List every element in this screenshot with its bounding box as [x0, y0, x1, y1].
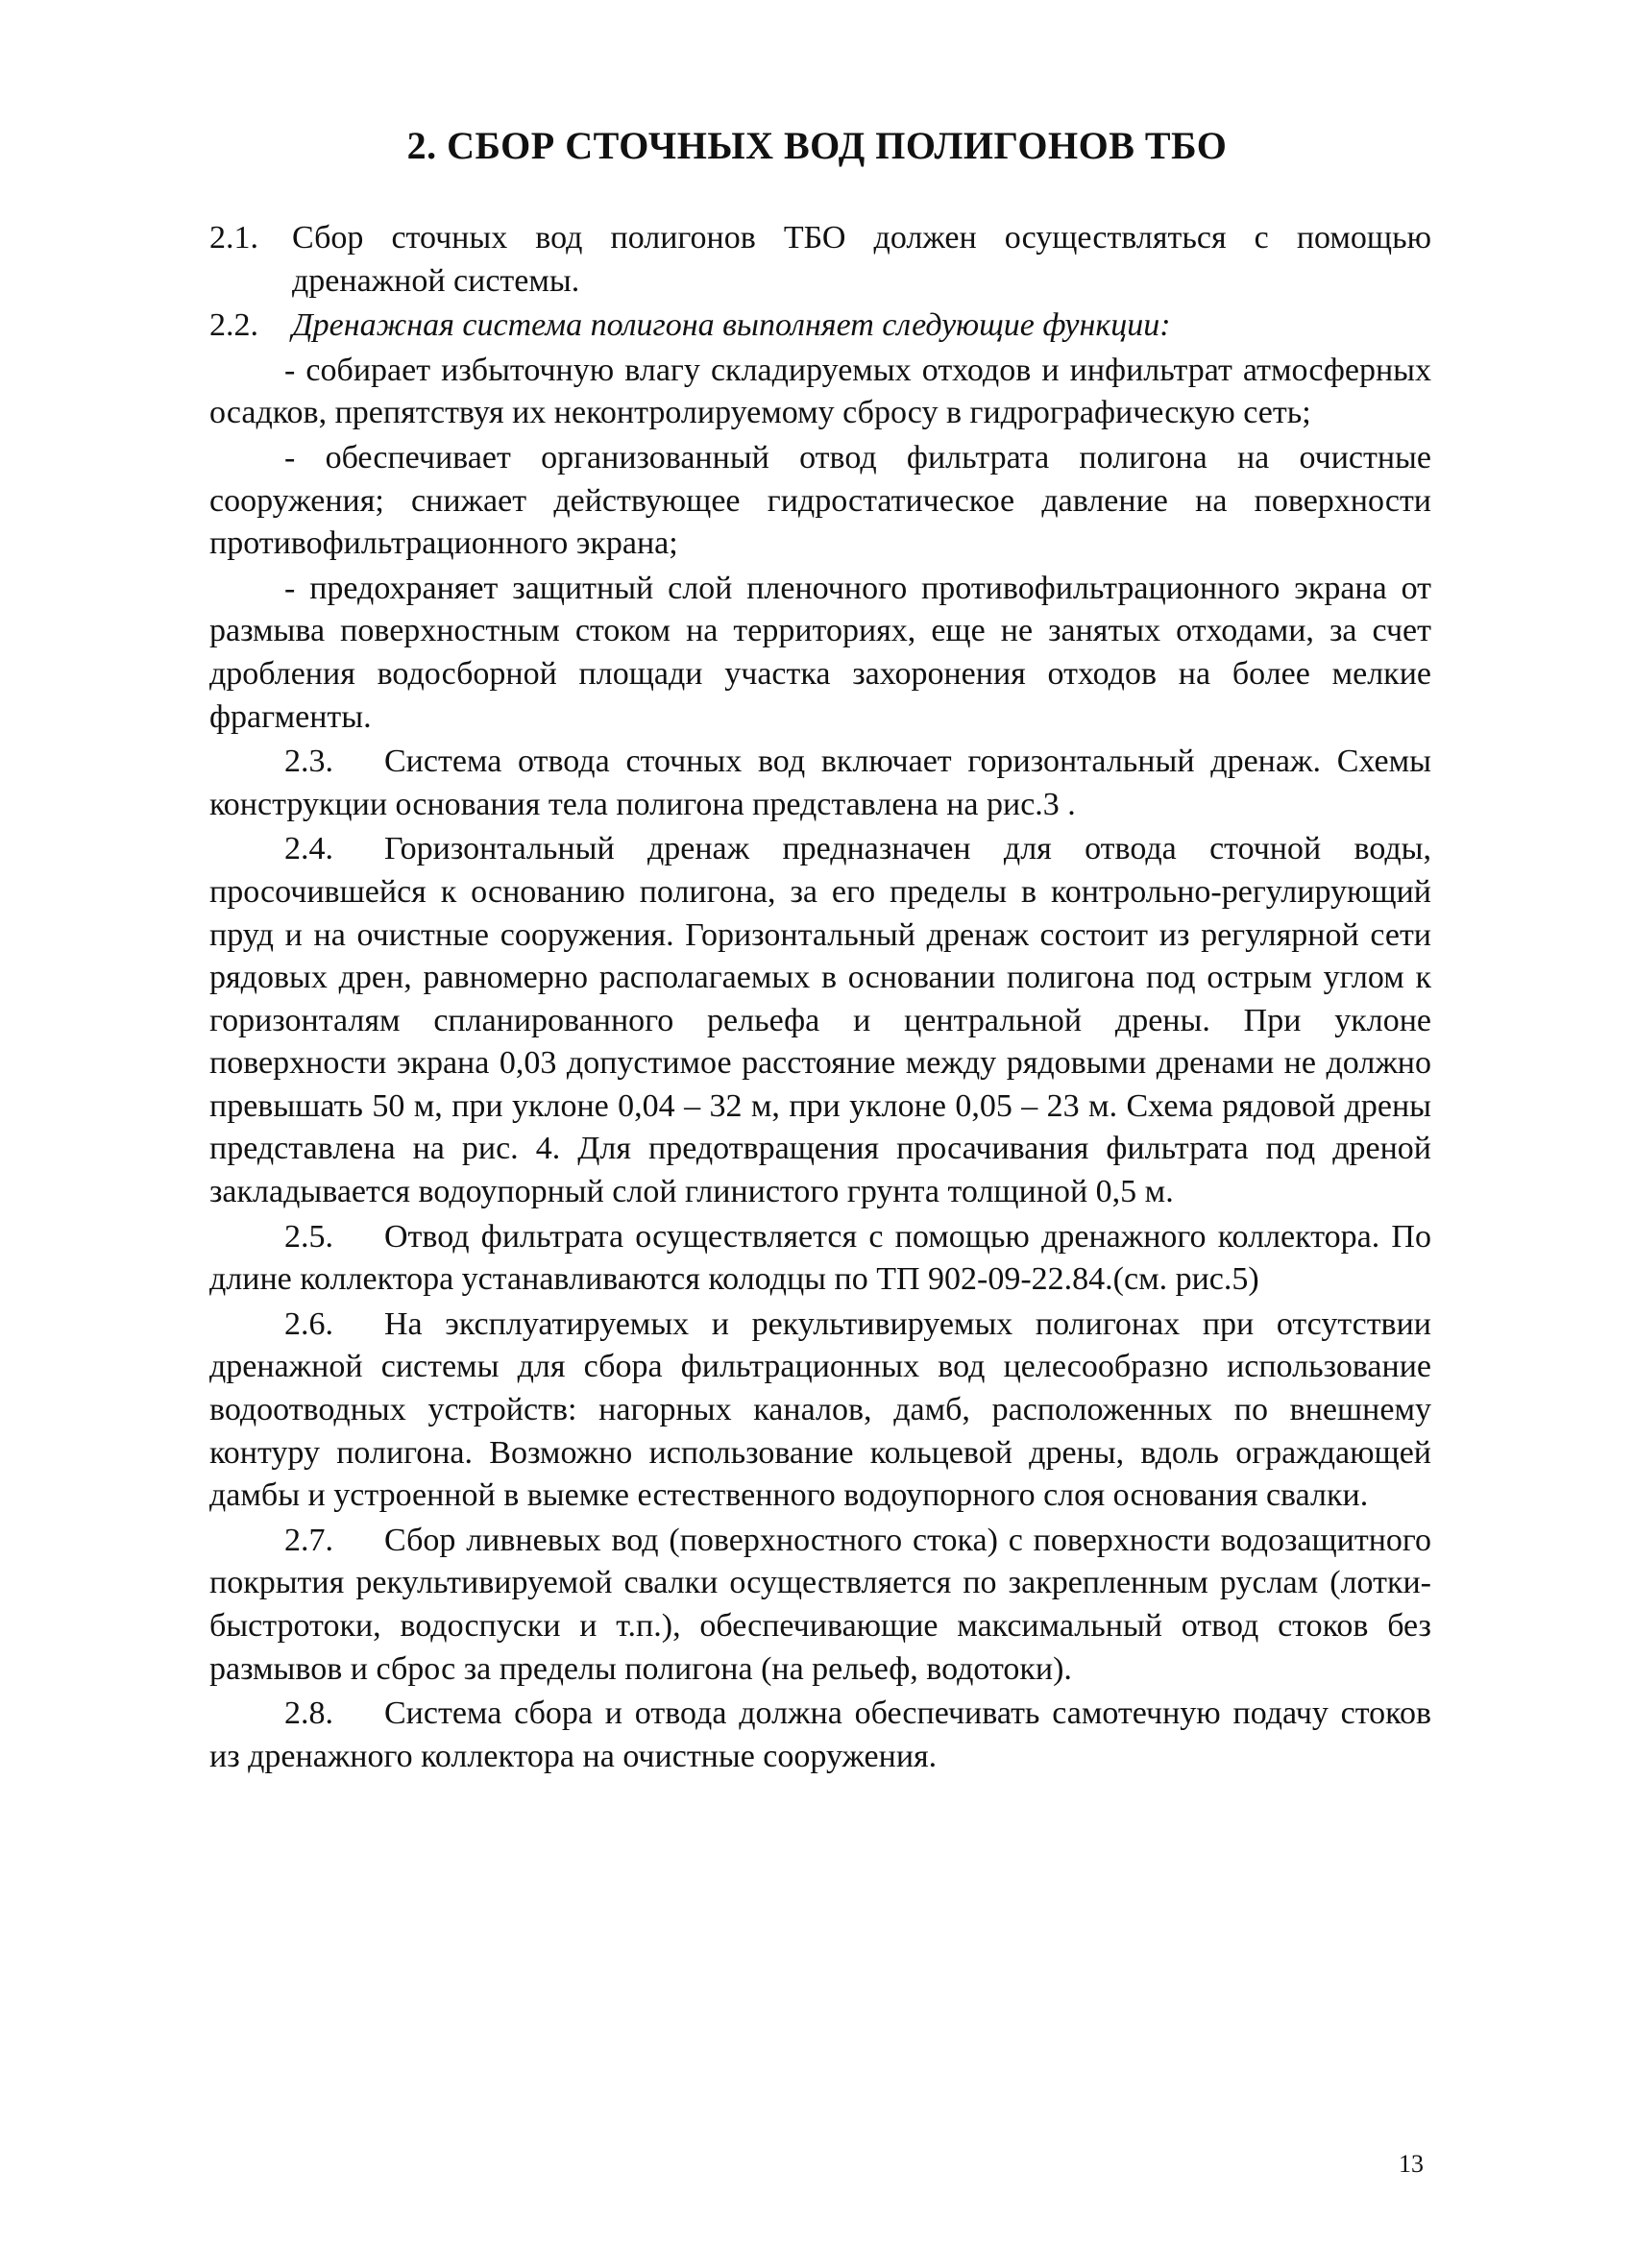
list-item-bullet-1: - собирает избыточную влагу складируемых отходов и инфильтрат атмосферных осадков, препятствуя их неконтролируемому сбросу в гидрографическую сеть;	[209, 352, 1431, 431]
paragraph-text: На эксплуатируемых и рекультивируемых полигонах при отсутствии дренажной системы для сбора фильтрационных вод целесообразно использование водоотводных устройств: нагорных каналов, дамб, расположенных по внешнему контуру полигона. Возможно использование кольцевой дрены, вдоль ограждающей дамбы и устроенной в выемке естественного водоупорного слоя основания свалки.	[209, 1305, 1431, 1514]
paragraph-text: Дренажная система полигона выполняет следующие функции:	[292, 307, 1171, 344]
paragraph-text: Отвод фильтрата осуществляется с помощью дренажного коллектора. По длине коллектора устанавливаются колодцы по ТП 902-09-22.84.(см. рис.5)	[209, 1218, 1431, 1298]
paragraph-2-3	[209, 741, 1431, 826]
section-body	[209, 217, 1431, 1780]
paragraph-text: Сбор ливневых вод (поверхностного стока) с поверхности водозащитного покрытия рекультивируемой свалки осуществляется по закрепленным руслам (лотки-быстротоки, водоспуски и т.п.), обеспечивающие максимальный отвод стоков без размывов и сброс за пределы полигона (на рельеф, водотоки).	[209, 1522, 1431, 1687]
paragraph-2-5	[209, 1216, 1431, 1302]
paragraph-number: 2.3.	[284, 744, 333, 780]
page-number: 13	[1399, 2150, 1424, 2178]
paragraph-2-4	[209, 828, 1431, 1213]
section-title: 2. СБОР СТОЧНЫХ ВОД ПОЛИГОНОВ ТБО	[406, 124, 1228, 167]
paragraph-number: 2.4.	[284, 831, 333, 867]
paragraph-2-2	[209, 305, 1431, 348]
list-item-bullet-2: - обеспечивает организованный отвод фильтрата полигона на очистные сооружения; снижает действующее гидростатическое давление на поверхности противофильтрационного экрана;	[209, 439, 1431, 562]
paragraph-2-6	[209, 1304, 1431, 1518]
paragraph-number: 2.1.	[209, 220, 258, 256]
paragraph-text: Система отвода сточных вод включает горизонтальный дренаж. Схемы конструкции основания тела полигона представлена на рис.3 .	[209, 744, 1431, 822]
paragraph-2-8	[209, 1693, 1431, 1778]
paragraph-number: 2.2.	[209, 307, 258, 344]
paragraph-number: 2.5.	[284, 1218, 333, 1255]
paragraph-number: 2.8.	[284, 1695, 333, 1732]
paragraph-text: Система сбора и отвода должна обеспечивать самотечную подачу стоков из дренажного коллектора на очистные сооружения.	[209, 1695, 1431, 1774]
paragraph-2-1	[209, 217, 1431, 303]
paragraph-text: Сбор сточных вод полигонов ТБО должен осуществляться с помощью дренажной системы.	[292, 220, 1431, 299]
paragraph-2-7	[209, 1520, 1431, 1691]
paragraph-number: 2.7.	[284, 1522, 333, 1558]
list-item-bullet-3: - предохраняет защитный слой пленочного противофильтрационного экрана от размыва поверхностным стоком на территориях, еще не занятых отходами, за счет дробления водосборной площади участка захоронения отходов на более мелкие фрагменты.	[209, 570, 1431, 735]
paragraph-number: 2.6.	[284, 1305, 333, 1342]
paragraph-text: Горизонтальный дренаж предназначен для отвода сточной воды, просочившейся к основанию полигона, за его пределы в контрольно-регулирующий пруд и на очистные сооружения. Горизонтальный дренаж состоит из регулярной сети рядовых дрен, равномерно располагаемых в основании полигона под острым углом к горизонталям спланированного рельефа и центральной дрены. При уклоне поверхности экрана 0,03 допустимое расстояние между рядовыми дренами не должно превышать 50 м, при уклоне 0,04 – 32 м, при уклоне 0,05 – 23 м. Схема рядовой дрены представлена на рис. 4. Для предотвращения просачивания фильтрата под дреной закладывается водоупорный слой глинистого грунта толщиной 0,5 м.	[209, 831, 1431, 1210]
